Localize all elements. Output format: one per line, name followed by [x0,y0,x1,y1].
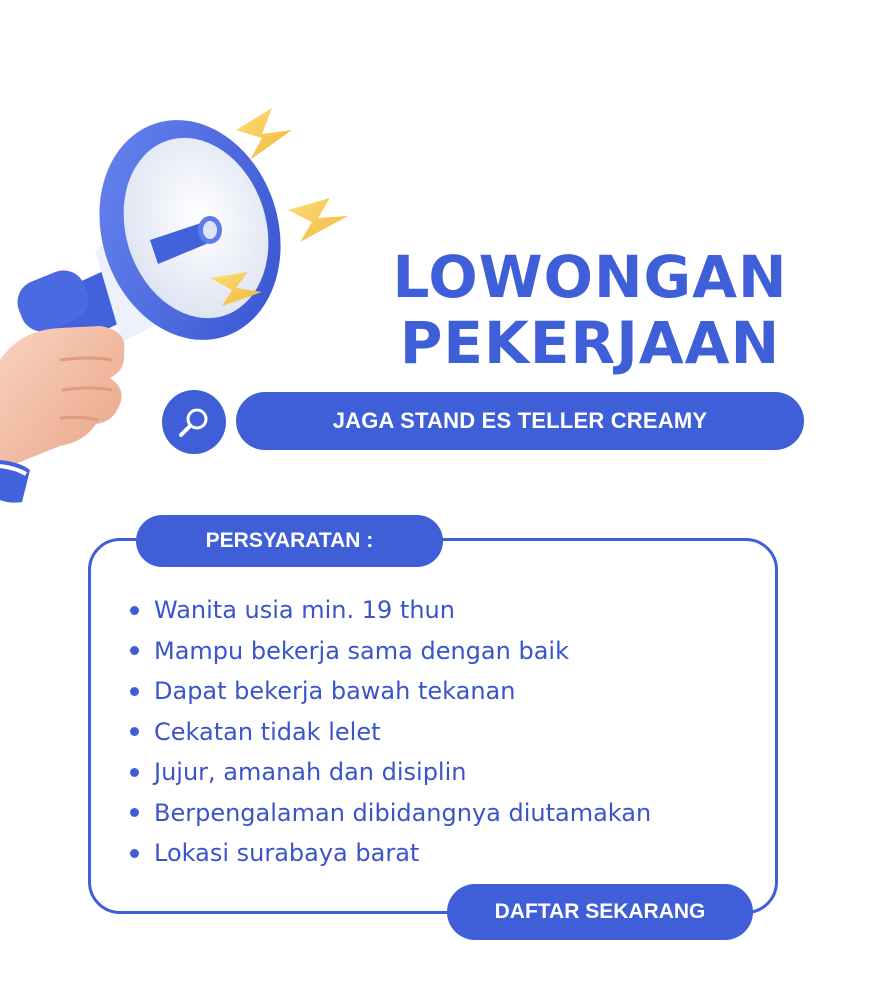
title-line-2: PEKERJAAN [399,309,781,377]
list-item-text: Mampu bekerja sama dengan baik [154,636,569,665]
list-item [124,793,651,834]
bullet-icon [130,849,139,858]
bullet-icon [130,808,139,817]
list-item-text: Jujur, amanah dan disiplin [154,758,467,787]
list-item-text: Dapat bekerja bawah tekanan [154,677,516,706]
bullet-icon [130,768,139,777]
bullet-icon [130,727,139,736]
magnifier-icon [177,405,211,439]
search-badge [162,390,226,454]
bullet-icon [130,606,139,615]
list-item [124,590,651,631]
requirements-list [124,590,651,874]
list-item-text: Cekatan tidak lelet [154,717,381,746]
list-item [124,752,651,793]
job-title-pill: JAGA STAND ES TELLER CREAMY [236,392,804,450]
page-title [360,244,820,376]
list-item [124,833,651,874]
requirements-label: PERSYARATAN : [136,515,443,567]
list-item-text: Wanita usia min. 19 thun [154,596,455,625]
bullet-icon [130,646,139,655]
title-line-1: LOWONGAN [392,243,788,311]
list-item-text: Lokasi surabaya barat [154,839,420,868]
list-item [124,712,651,753]
list-item [124,671,651,712]
list-item [124,631,651,672]
bullet-icon [130,687,139,696]
register-now-button[interactable]: DAFTAR SEKARANG [447,884,753,940]
list-item-text: Berpengalaman dibidangnya diutamakan [154,798,652,827]
